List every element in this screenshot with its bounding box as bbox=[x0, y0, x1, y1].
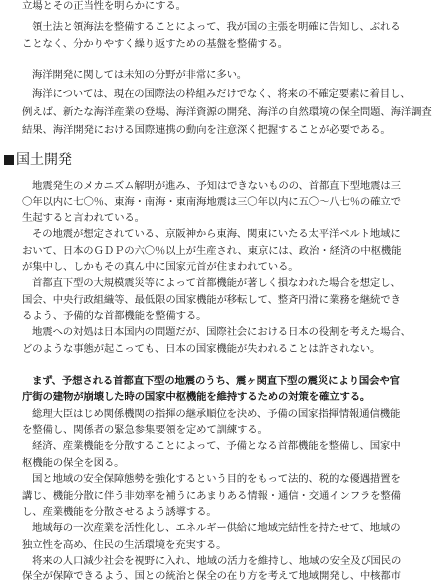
bold-line-2: 庁街の建物が崩壊した時の国家中枢機能を維持するための対策を確立する。 bbox=[22, 391, 371, 403]
measure-line-8: 地域毎の一次産業を活性化し、エネルギー供給に地域完結性を持たせて、地域の bbox=[32, 522, 401, 534]
square-bullet-icon bbox=[4, 155, 14, 165]
measure-line-5: 国と地域の安全保障態勢を強化するという目的をもって法的、税的な優遇措置を bbox=[32, 473, 401, 485]
intro-line-3: ことなく、分かりやすく繰り返すための基盤を整備する。 bbox=[22, 38, 289, 50]
ocean-line-4: 結果、海洋開発における国際連携の動向を注意深く把握することが必要である。 bbox=[22, 124, 391, 136]
measure-line-6: 講じ、機能分散に伴う非効率を補うにあまりある情報・通信・交通インフラを整備 bbox=[22, 490, 401, 502]
quake-line-8: 国会、中央行政組織等、最低限の国家機能が移転して、整斉円滑に業務を継続でき bbox=[22, 294, 401, 306]
measure-line-9: 独立性を高め、住民の生活環境を充実する。 bbox=[22, 539, 227, 551]
measure-line-2: を整備し、関係者の緊急参集要領を定めて訓練する。 bbox=[22, 424, 268, 436]
quake-line-10: 地震への対処は日本国内の問題だが、国際社会における日本の役割を考えた場合、 bbox=[32, 326, 411, 338]
ocean-line-3: 例えば、新たな海洋産業の登場、海洋資源の開発、海洋の自然環境の保全問題、海洋調査 bbox=[22, 106, 432, 118]
quake-line-9: るよう、予備的な首都機能を整備する。 bbox=[22, 310, 207, 322]
quake-line-1: 地震発生のメカニズム解明が進み、予知はできないものの、首都直下型地震は三 bbox=[32, 180, 401, 192]
quake-line-4: その地震が想定されている、京阪神から東海、関東にいたる太平洋ベルト地域に bbox=[32, 228, 401, 240]
quake-line-6: が集中し、しかもその真ん中に国家元首が住まわれている。 bbox=[22, 261, 299, 273]
quake-line-2: 〇年以内に七〇％、東海・南海・東南海地震は三〇年以内に五〇～八七％の確立で bbox=[22, 196, 401, 208]
quake-line-7: 首都直下型の大規模震災等によって首都機能が著しく損なわれた場合を想定し、 bbox=[32, 277, 401, 289]
measure-line-11: 保全が保障できるよう、国との統治と保全の在り方を考えて地域開発し、中核都市 bbox=[22, 570, 401, 582]
intro-line-1: 立場とその正当性を明らかにする。 bbox=[22, 0, 186, 12]
quake-line-11: どのような事態が起こっても、日本の国家機能が失われることは許されない。 bbox=[22, 343, 381, 355]
bold-line-1: まず、予想される首都直下型の地震のうち、震ヶ関直下型の震災により国会や官 bbox=[32, 375, 400, 387]
section-heading bbox=[4, 152, 72, 168]
quake-line-5: おいて、日本のＧＤＰの六〇％以上が生産され、東京には、政治・経済の中枢機能 bbox=[22, 245, 402, 257]
measure-line-4: 枢機能の保全を図る。 bbox=[22, 457, 125, 469]
measure-line-10: 将来の人口減少社会を視野に入れ、地域の活力を維持し、地域の安全及び国民の bbox=[32, 555, 402, 567]
measure-line-7: し、産業機能を分散させるよう誘導する。 bbox=[22, 506, 217, 518]
quake-line-3: 生起すると言われている。 bbox=[22, 212, 145, 224]
intro-line-2: 領土法と領海法を整備することによって、我が国の主張を明確に告知し、ぶれる bbox=[32, 21, 401, 33]
measure-line-3: 経済、産業機能を分散することによって、予備となる首都機能を整備し、国家中 bbox=[32, 440, 401, 452]
section-heading-text: 国土開発 bbox=[16, 152, 72, 168]
measure-line-1: 総理大臣はじめ関係機関の指揮の継承順位を決め、予備の国家指揮情報通信機能 bbox=[32, 408, 401, 420]
ocean-line-1: 海洋開発に関しては未知の分野が非常に多い。 bbox=[32, 69, 248, 81]
ocean-line-2: 海洋については、現在の国際法の枠組みだけでなく、将来の不確定要素に着目し、 bbox=[32, 88, 411, 100]
